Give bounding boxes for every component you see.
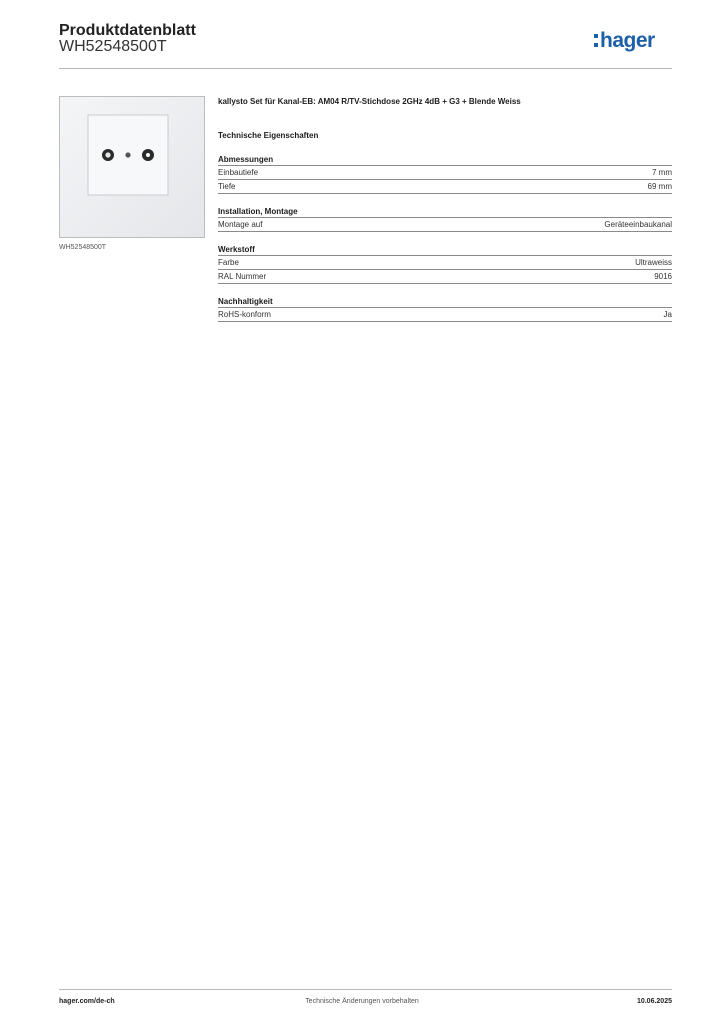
property-group-material — [218, 244, 672, 284]
header-divider — [59, 68, 672, 69]
group-title: Werkstoff — [218, 244, 672, 256]
property-row — [218, 166, 672, 180]
property-value: Geräteeinbaukanal — [604, 220, 672, 229]
property-value: Ja — [663, 310, 672, 319]
property-label: Einbautiefe — [218, 168, 259, 177]
product-details — [218, 96, 672, 322]
property-row — [218, 218, 672, 232]
property-value: 7 mm — [652, 168, 672, 177]
svg-text:hager: hager — [600, 29, 655, 52]
hager-logo — [594, 26, 674, 56]
group-title: Installation, Montage — [218, 206, 672, 218]
property-value: 9016 — [654, 272, 672, 281]
product-image — [59, 96, 205, 238]
article-number: WH52548500T — [59, 38, 167, 55]
socket-illustration — [60, 97, 204, 237]
property-row — [218, 270, 672, 284]
property-row — [218, 308, 672, 322]
property-group-installation — [218, 206, 672, 232]
property-value: Ultraweiss — [635, 258, 672, 267]
footer-disclaimer: Technische Änderungen vorbehalten — [305, 998, 419, 1005]
product-description: kallysto Set für Kanal-EB: AM04 R/TV-Stichdose 2GHz 4dB + G3 + Blende Weiss — [218, 97, 521, 106]
property-label: RoHS-konform — [218, 310, 271, 319]
footer-divider — [59, 989, 672, 990]
image-caption: WH52548500T — [59, 244, 107, 251]
property-row — [218, 256, 672, 270]
section-heading-technical: Technische Eigenschaften — [218, 131, 319, 140]
page-title: Produktdatenblatt — [59, 22, 196, 39]
property-label: RAL Nummer — [218, 272, 267, 281]
property-label: Tiefe — [218, 182, 236, 191]
property-group-dimensions — [218, 154, 672, 194]
footer-date: 10.06.2025 — [636, 998, 672, 1005]
property-group-sustainability — [218, 296, 672, 322]
property-row — [218, 180, 672, 194]
property-label: Farbe — [218, 258, 239, 267]
group-title: Abmessungen — [218, 154, 672, 166]
group-title: Nachhaltigkeit — [218, 296, 672, 308]
property-value: 69 mm — [647, 182, 672, 191]
footer-website: hager.com/de-ch — [59, 998, 115, 1005]
property-label: Montage auf — [218, 220, 263, 229]
